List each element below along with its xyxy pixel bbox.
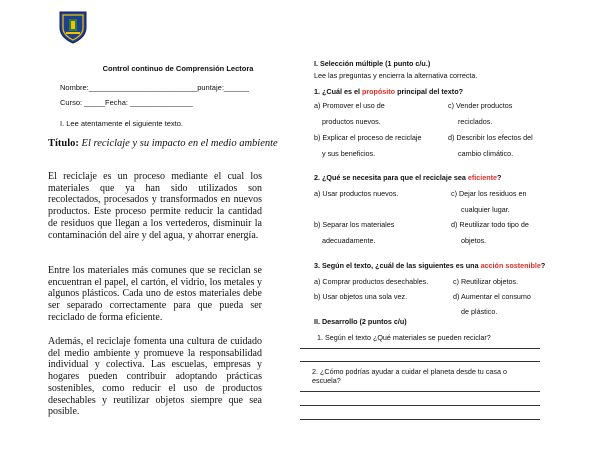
question-2-prefix: 2. ¿Qué se necesita para que el reciclaje sea (314, 173, 468, 182)
course-label: Curso: (60, 98, 83, 107)
question-2-highlight: eficiente (467, 173, 497, 182)
q1-option-d-line1[interactable]: d) Describir los efectos del (448, 133, 533, 142)
q2-option-b-line1[interactable]: b) Separar los materiales (314, 220, 395, 229)
reading-instruction: I. Lee atentamente el siguiente texto. (60, 119, 183, 128)
q2-option-b-line2[interactable]: adecuadamente. (322, 236, 376, 245)
section2-title: II. Desarrollo (2 puntos c/u) (314, 317, 407, 326)
text-title (48, 138, 288, 149)
answer-line[interactable] (300, 361, 540, 362)
question-2 (314, 173, 501, 182)
section2-question-1: 1. Según el texto ¿Qué materiales se pueden reciclar? (317, 333, 491, 342)
question-3 (314, 261, 545, 270)
question-1-suffix: principal del texto? (395, 87, 463, 96)
text-title-label: Título: (48, 138, 79, 149)
question-2-suffix: ? (497, 173, 502, 182)
question-1 (314, 87, 463, 96)
q2-option-c-line2[interactable]: cualquier lugar. (461, 205, 510, 214)
q3-option-d-line1[interactable]: d) Aumentar el consumo (453, 292, 531, 301)
section1-title: I. Selección múltiple (1 punto c/u.) (314, 59, 431, 68)
date-blank[interactable]: _______________ (130, 98, 193, 107)
answer-line[interactable] (300, 405, 540, 406)
q1-option-a-line2[interactable]: productos nuevos. (322, 117, 381, 126)
course-blank[interactable]: _____ (84, 98, 106, 107)
section1-instruction: Lee las preguntas y encierra la alternativa correcta. (314, 71, 478, 80)
question-3-suffix: ? (540, 261, 546, 270)
q3-option-d-line2[interactable]: de plástico. (461, 307, 498, 316)
school-crest-icon (58, 10, 88, 44)
date-label: Fecha: (105, 98, 128, 107)
paragraph-3: Además, el reciclaje fomenta una cultura de cuidado del medio ambiente y promueve la responsabilidad individual y colectiva. Las escuelas, empresas y hogares pueden contribuir adoptando prácticas sostenibles, como reducir el uso de productos desechables y reutilizar objetos siempre que sea posible. (48, 336, 262, 418)
text-title-value: El reciclaje y su impacto en el medio ambiente (81, 138, 278, 149)
answer-line[interactable] (300, 391, 540, 392)
q2-option-c-line1[interactable]: c) Dejar los residuos en (451, 189, 527, 198)
worksheet-title: Control continuo de Comprensión Lectora (102, 64, 254, 73)
q1-option-b-line2[interactable]: y sus beneficios. (322, 149, 376, 158)
section2-question-2: 2. ¿Cómo podrías ayudar a cuidar el planeta desde tu casa o escuela? (312, 367, 507, 385)
answer-line[interactable] (300, 419, 540, 420)
q1-option-c-line1[interactable]: c) Vender productos (448, 101, 513, 110)
answer-line[interactable] (300, 348, 540, 349)
q2-option-d-line1[interactable]: d) Reutilizar todo tipo de (451, 220, 529, 229)
question-3-highlight: acción sostenible (480, 261, 541, 270)
question-3-prefix: 3. Según el texto, ¿cuál de las siguientes es una (314, 261, 481, 270)
q3-option-b[interactable]: b) Usar objetos una sola vez. (314, 292, 408, 301)
q1-option-a-line1[interactable]: a) Promover el uso de (314, 101, 385, 110)
paragraph-1: El reciclaje es un proceso mediante el cual los materiales que ya han sido utilizados son recolectados, procesados y transformados en nuevos productos. Este proceso permite reducir la cantidad de residuos que llegan a los vertederos, disminuir la contaminación del aire y del agua, y ahorrar energía. (48, 171, 262, 241)
q1-option-b-line1[interactable]: b) Explicar el proceso de reciclaje (314, 133, 422, 142)
q3-option-c[interactable]: c) Reutilizar objetos. (453, 277, 519, 286)
paragraph-2: Entre los materiales más comunes que se reciclan se encuentran el papel, el cartón, el vidrio, los metales y algunos plásticos. Cada uno de estos materiales debe ser separado correctamente para que pueda ser reciclado de forma eficiente. (48, 265, 262, 323)
q2-option-d-line2[interactable]: objetos. (461, 236, 487, 245)
q3-option-a[interactable]: a) Comprar productos desechables. (314, 277, 429, 286)
q1-option-d-line2[interactable]: cambio climático. (458, 149, 514, 158)
q1-option-c-line2[interactable]: reciclados. (458, 117, 493, 126)
course-date-line (60, 98, 193, 107)
q2-option-a[interactable]: a) Usar productos nuevos. (314, 189, 399, 198)
name-score-line[interactable]: Nombre:__________________________puntaje:______ (60, 83, 249, 92)
question-1-highlight: propósito (361, 87, 396, 96)
question-1-prefix: 1. ¿Cuál es el (314, 87, 362, 96)
